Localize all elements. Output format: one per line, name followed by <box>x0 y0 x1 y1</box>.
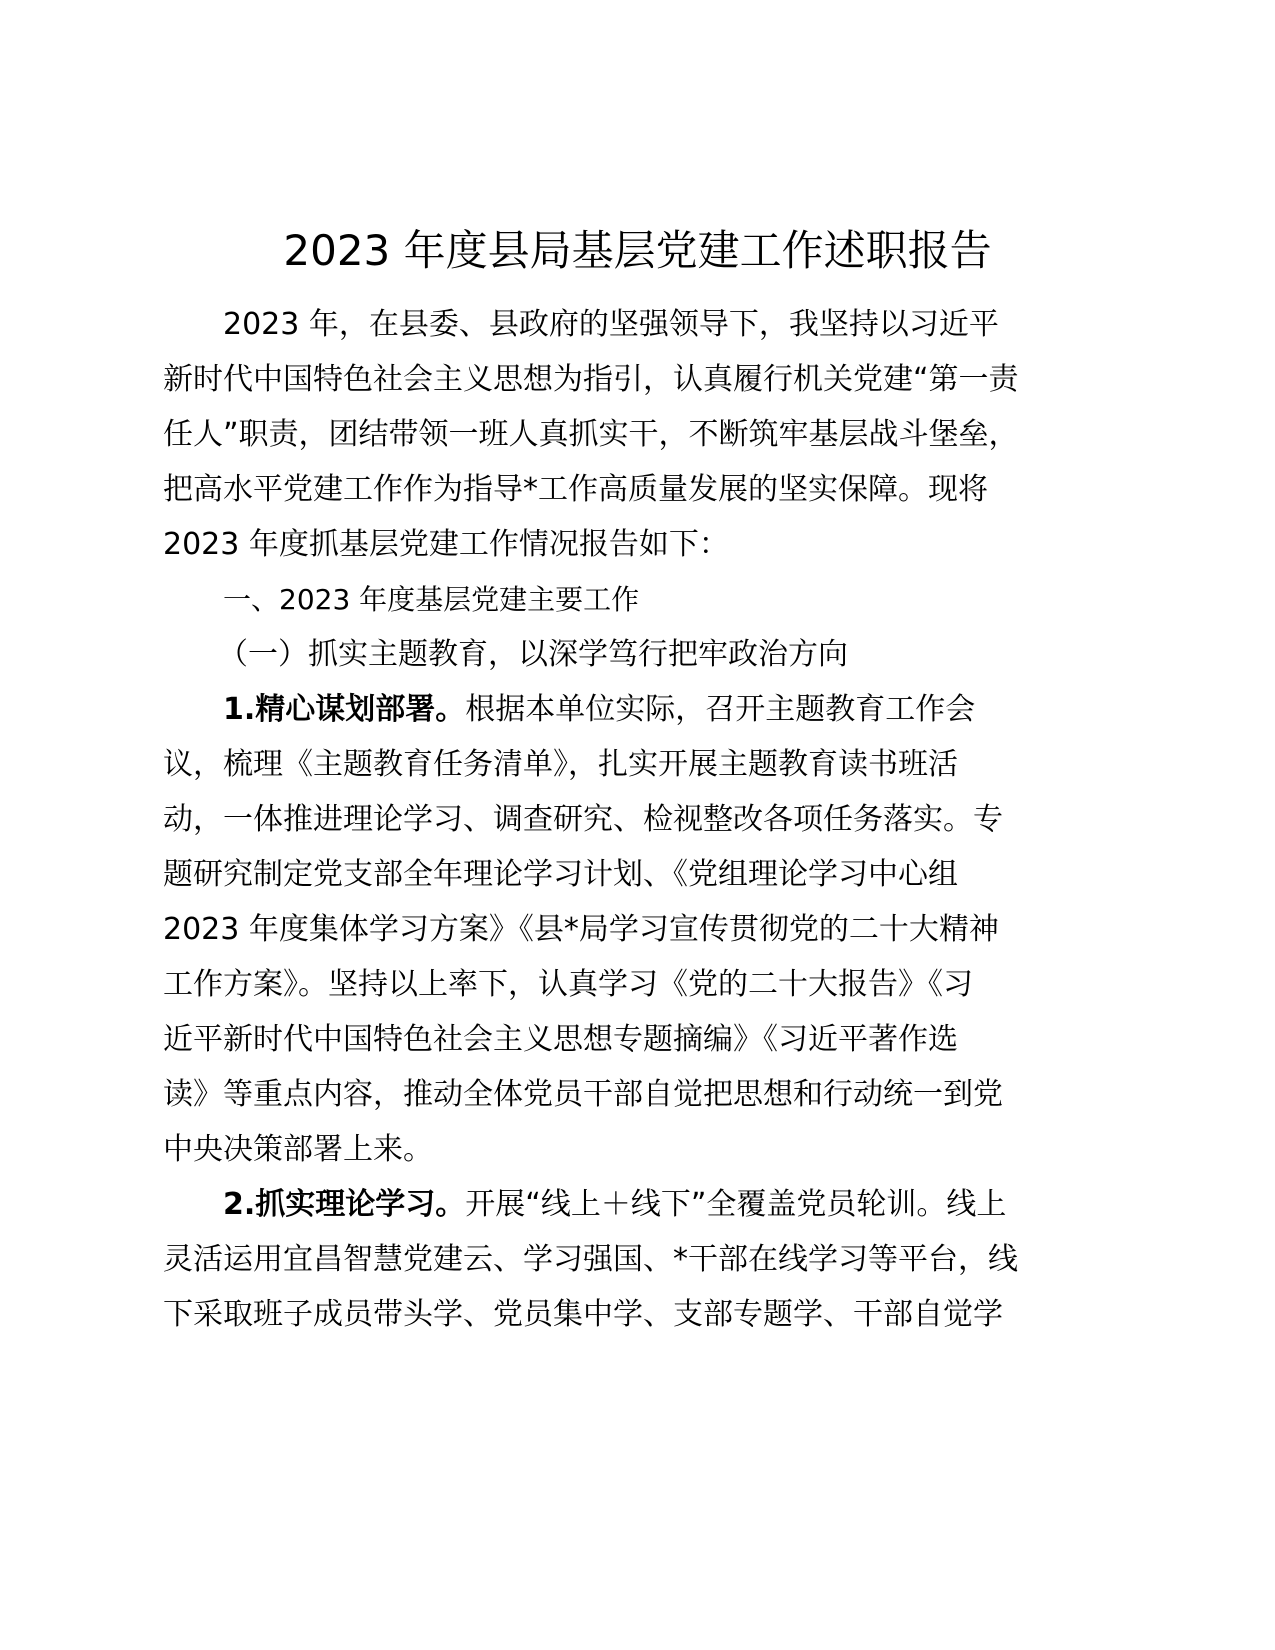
paragraph-line <box>163 470 988 510</box>
item-heading: 1.精心谋划部署。 <box>223 692 466 727</box>
paragraph-line <box>163 1130 433 1170</box>
paragraph-line <box>163 1185 1006 1225</box>
line-text: 议，梳理《主题教育任务清单》，扎实开展主题教育读书班活 <box>163 747 958 782</box>
paragraph-line <box>163 525 729 565</box>
section-heading <box>163 580 639 620</box>
line-text: 读》等重点内容，推动全体党员干部自觉把思想和行动统一到党 <box>163 1077 1003 1112</box>
paragraph-line <box>163 1295 1003 1335</box>
line-text: 2023 年度集体学习方案》《县*局学习宣传贯彻党的二十大精神 <box>163 912 999 947</box>
paragraph-line <box>163 745 958 785</box>
line-text: 题研究制定党支部全年理论学习计划、《党组理论学习中心组 <box>163 857 958 892</box>
heading-text: （一）抓实主题教育，以深学笃行把牢政治方向 <box>218 637 848 672</box>
line-text: 把高水平党建工作作为指导*工作高质量发展的坚实保障。现将 <box>163 472 988 507</box>
paragraph-line <box>163 1240 1018 1280</box>
paragraph-line <box>163 415 1019 455</box>
paragraph-line <box>163 690 975 730</box>
line-text: 任人”职责，团结带领一班人真抓实干，不断筑牢基层战斗堡垒， <box>163 417 1019 452</box>
paragraph-line <box>163 910 999 950</box>
paragraph-line <box>163 360 1019 400</box>
line-text: 中央决策部署上来。 <box>163 1132 433 1167</box>
line-text: 灵活运用宜昌智慧党建云、学习强国、*干部在线学习等平台，线 <box>163 1242 1018 1277</box>
paragraph-line <box>163 855 958 895</box>
line-text: 动，一体推进理论学习、调查研究、检视整改各项任务落实。专 <box>163 802 1003 837</box>
line-text: 开展“线上＋线下”全覆盖党员轮训。线上 <box>465 1187 1007 1222</box>
line-text: 下采取班子成员带头学、党员集中学、支部专题学、干部自觉学 <box>163 1297 1003 1332</box>
document-title: 2023 年度县局基层党建工作述职报告 <box>283 226 992 275</box>
subsection-heading <box>163 635 848 675</box>
line-text: 2023 年度抓基层党建工作情况报告如下： <box>163 527 729 562</box>
paragraph-line <box>163 965 973 1005</box>
line-text: 新时代中国特色社会主义思想为指引，认真履行机关党建“第一责 <box>163 362 1019 397</box>
line-text: 根据本单位实际，召开主题教育工作会 <box>465 692 976 727</box>
line-text: 近平新时代中国特色社会主义思想专题摘编》《习近平著作选 <box>163 1022 958 1057</box>
line-text: 工作方案》。坚持以上率下，认真学习《党的二十大报告》《习 <box>163 967 973 1002</box>
paragraph-line <box>163 800 1003 840</box>
heading-text: 一、2023 年度基层党建主要工作 <box>223 583 640 616</box>
item-heading: 2.抓实理论学习。 <box>223 1187 466 1222</box>
paragraph-line <box>163 1075 1003 1115</box>
line-text: 2023 年，在县委、县政府的坚强领导下，我坚持以习近平 <box>223 307 999 342</box>
paragraph-line <box>163 305 999 345</box>
paragraph-line <box>163 1020 958 1060</box>
